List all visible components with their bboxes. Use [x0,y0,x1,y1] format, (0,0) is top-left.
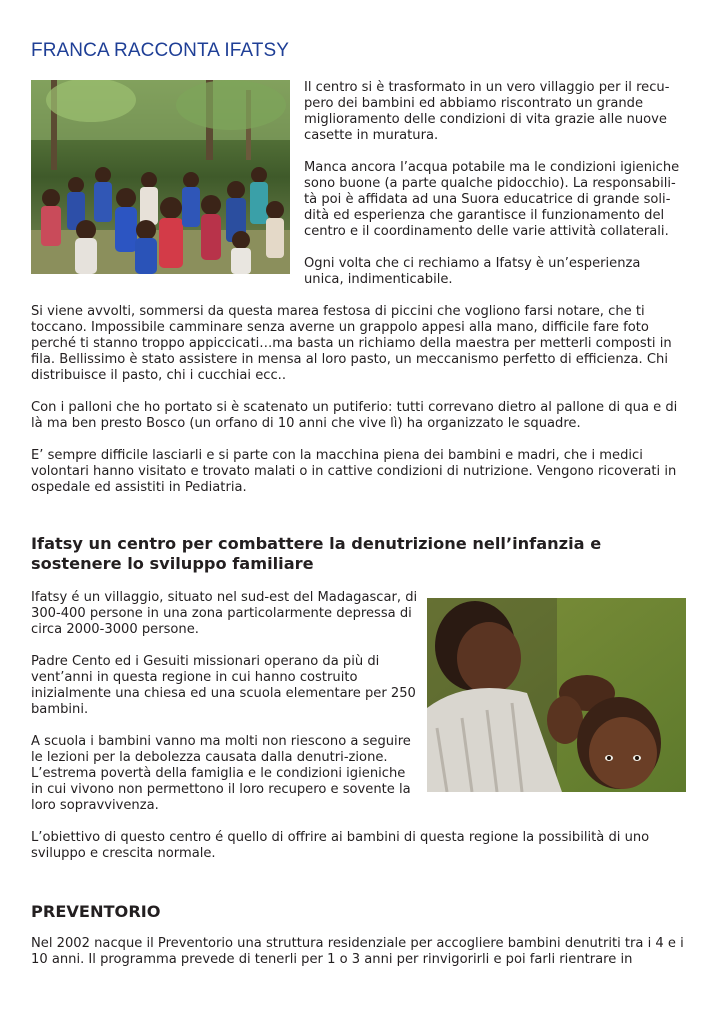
preventorio-section [31,902,691,984]
ifatsy-section-heading: Ifatsy un centro per combattere la denutrizione nell’infanzia e sostenere lo sviluppo familiare [31,534,602,573]
story-body [31,304,691,512]
ifatsy-goal-paragraph: L’obiettivo di questo centro é quello di offrire ai bambini di questa regione la possibilità di uno sviluppo e crescita normale. [31,830,650,861]
ifatsy-paragraph-1: Ifatsy é un villaggio, situato nel sud-est del Madagascar, di 300-400 persone in una zona particolarmente depressa di circa 2000-3000 persone. [31,590,418,637]
ifatsy-goal-wrap [31,830,691,878]
intro-column [304,80,684,304]
intro-paragraph-3: Ogni volta che ci rechiamo a Ifatsy è un’esperienza unica, indimenticabile. [304,256,641,287]
ifatsy-section-heading-wrap [31,534,691,574]
story-paragraph-2: Con i palloni che ho portato si è scatenato un putiferio: tutti correvano dietro al pallone di qua e di là ma ben presto Bosco (un orfano di 10 anni che vive lì) ha organizzato le squadre. [31,400,678,431]
two-children-photo-graphic [427,598,686,792]
intro-paragraph-1: Il centro si è trasformato in un vero villaggio per il recu-pero dei bambini ed abbiamo riscontrato un grande miglioramento delle condizioni di vita grazie alle nuove casette in muratura. [304,80,670,143]
preventorio-paragraph: Nel 2002 nacque il Preventorio una struttura residenziale per accogliere bambini denutriti tra i 4 e i 10 anni. Il programma prevede di tenerli per 1 o 3 anni per rinvigorirli e poi farli rientrare in [31,936,684,967]
story-paragraph-1: Si viene avvolti, sommersi da questa marea festosa di piccini che vogliono farsi notare, che ti toccano. Impossibile camminare senza averne un grappolo appesi alla mano, difficile fare foto perché ti stanno troppo appiccicati…ma basta un richiamo della maestra per metterli composti in fila. Bellissimo è stato assistere in mensa al loro pasto, un meccanismo perfetto di efficienza. Chi distribuisce il pasto, chi i cucchiai ecc.. [31,304,672,383]
story-paragraph-3: E’ sempre difficile lasciarli e si parte con la macchina piena dei bambini e madri, che i medici volontari hanno visitato e trovato malati o in cattive condizioni di nutrizione. Vengono ricoverati in ospedale ed assistiti in Pediatria. [31,448,677,495]
children-group-photo [31,80,290,274]
intro-paragraph-2: Manca ancora l’acqua potabile ma le condizioni igieniche sono buone (a parte qualche pidocchio). La responsabili-tà poi è affidata ad una Suora educatrice di grande soli-dità ed esperienza che garantisce il funzionamento del centro e il coordinamento delle varie attività collaterali. [304,160,680,239]
ifatsy-paragraph-2: Padre Cento ed i Gesuiti missionari operano da più di vent’anni in questa regione in cui hanno costruito inizialmente una chiesa ed una scuola elementare per 250 bambini. [31,654,416,717]
ifatsy-paragraph-3: A scuola i bambini vanno ma molti non riescono a seguire le lezioni per la debolezza causata dalla denutri-zione. L’estrema povertà della famiglia e le condizioni igieniche in cui vivono non permettono il loro recupero e sovente la loro sopravvivenza. [31,734,411,813]
two-children-photo [427,598,686,792]
ifatsy-column [31,590,421,830]
page-title: FRANCA RACCONTA IFATSY [31,40,290,61]
preventorio-heading: PREVENTORIO [31,902,161,921]
children-group-photo-graphic [31,80,290,274]
